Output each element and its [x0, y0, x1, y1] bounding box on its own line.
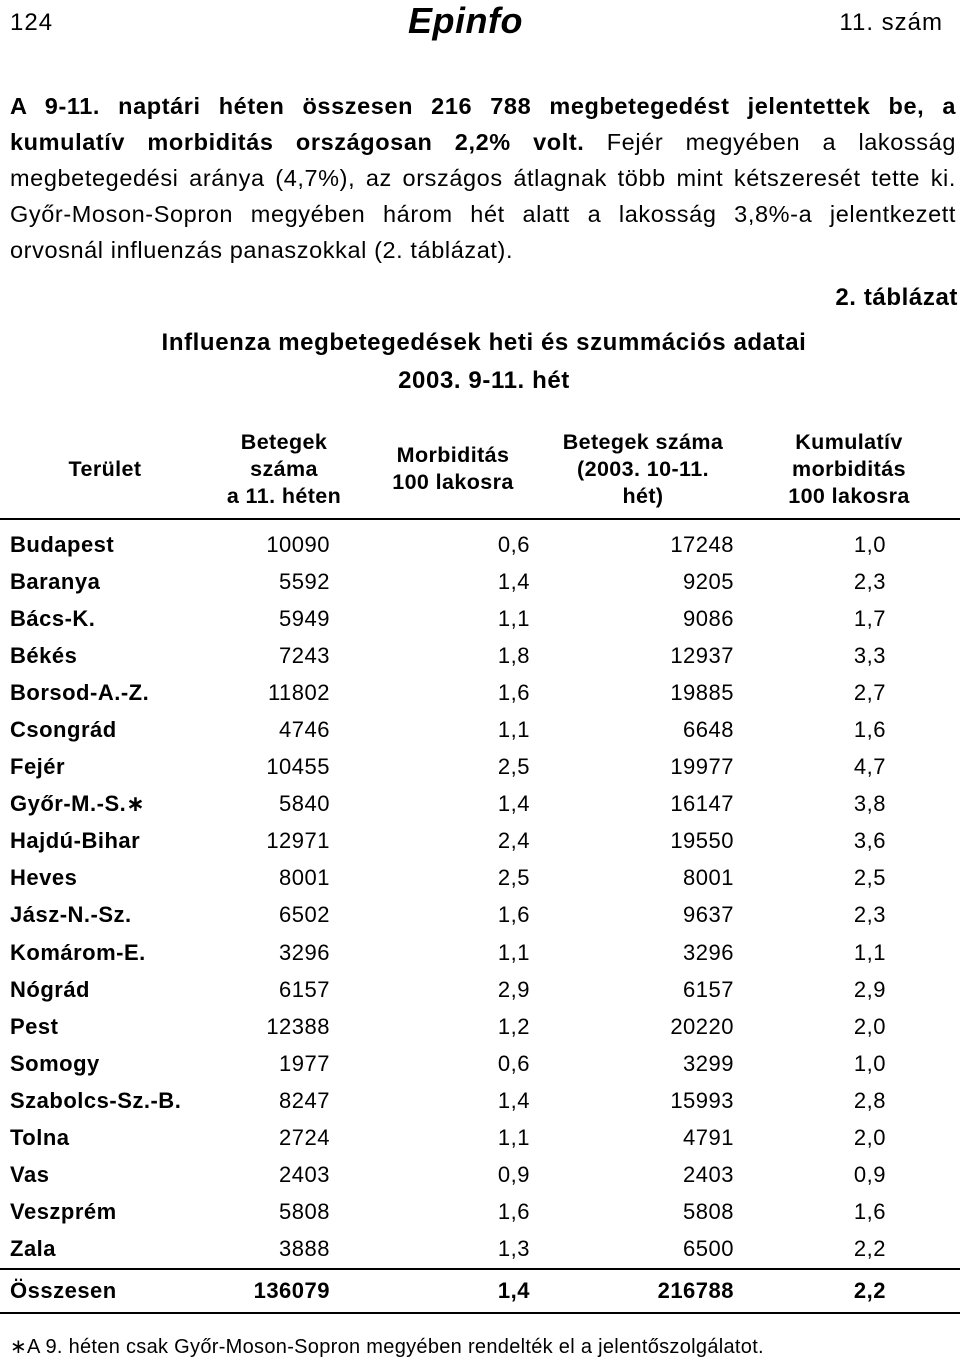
table-row — [0, 971, 960, 1008]
cases-weeks10-11-cell: 17248 — [670, 531, 734, 557]
morbidity-cell: 0,6 — [497, 1050, 530, 1076]
morbidity-cell: 1,6 — [497, 1199, 530, 1225]
table-row — [0, 1045, 960, 1082]
table-header-row — [0, 420, 960, 519]
total-cases-weeks10-11-cell: 216788 — [548, 1269, 738, 1313]
cases-weeks10-11-cell: 8001 — [683, 865, 734, 891]
morbidity-cell: 2,5 — [497, 754, 530, 780]
table-row — [0, 519, 960, 563]
region-cell: Somogy — [10, 1050, 100, 1076]
column-header-line: Betegek — [240, 429, 328, 454]
cumulative-morbidity-cell: 0,9 — [853, 1162, 886, 1188]
cumulative-morbidity-cell: 2,2 — [853, 1236, 886, 1262]
morbidity-cell: 1,4 — [497, 1087, 530, 1113]
table-row — [0, 711, 960, 748]
cases-week11-cell: 8247 — [279, 1087, 330, 1113]
cases-weeks10-11-cell: 19977 — [670, 754, 734, 780]
cases-week11-cell: 2403 — [279, 1162, 330, 1188]
cumulative-morbidity-cell: 3,8 — [853, 791, 886, 817]
morbidity-cell: 1,6 — [497, 679, 530, 705]
cumulative-morbidity-cell: 1,6 — [853, 1199, 886, 1225]
morbidity-cell: 1,1 — [497, 1125, 530, 1151]
cases-week11-cell: 5949 — [279, 605, 330, 631]
region-cell: Szabolcs-Sz.-B. — [10, 1087, 182, 1113]
cumulative-morbidity-cell: 2,3 — [853, 568, 886, 594]
table-subtitle: 2003. 9-11. hét — [398, 367, 570, 394]
table-row — [0, 637, 960, 674]
cumulative-morbidity-cell: 3,3 — [853, 642, 886, 668]
publication-logo: Epinfo — [408, 0, 523, 41]
cumulative-morbidity-cell: 1,0 — [853, 1050, 886, 1076]
cases-week11-cell: 12388 — [266, 1013, 330, 1039]
cases-weeks10-11-cell: 16147 — [670, 791, 734, 817]
cases-week11-cell: 5808 — [279, 1199, 330, 1225]
morbidity-cell: 1,6 — [497, 902, 530, 928]
issue-number: 11. szám — [839, 9, 943, 36]
cumulative-morbidity-cell: 1,6 — [853, 717, 886, 743]
total-cumulative-morbidity-cell: 2,2 — [738, 1269, 960, 1313]
table-label: 2. táblázat — [835, 284, 958, 311]
intro-paragraph — [10, 88, 956, 268]
table-caption — [0, 324, 960, 400]
table-row — [0, 674, 960, 711]
region-cell: Pest — [10, 1013, 59, 1039]
cases-week11-cell: 11802 — [267, 679, 330, 705]
column-header-line: morbiditás — [792, 456, 906, 481]
column-header-cases-weeks10-11 — [548, 420, 738, 519]
intro-text: Fejér megyében a lakosság megbetegedési aránya (4,7%), az országos átlagnak több mint kétszeresét tette ki. Győr-Moson-Sopron megyében három hét alatt a lakosság 3,8%-a jelentkezett orvosnál influenzás panaszokkal (2. táblázat). — [10, 129, 956, 263]
table-row — [0, 749, 960, 786]
cumulative-morbidity-cell: 2,0 — [853, 1013, 886, 1039]
cases-week11-cell: 4746 — [279, 717, 330, 743]
cumulative-morbidity-cell: 2,8 — [853, 1087, 886, 1113]
table-row — [0, 563, 960, 600]
cumulative-morbidity-cell: 1,7 — [853, 605, 886, 631]
cumulative-morbidity-cell: 2,7 — [853, 679, 886, 705]
morbidity-cell: 0,9 — [497, 1162, 530, 1188]
morbidity-cell: 2,5 — [497, 865, 530, 891]
cases-weeks10-11-cell: 9205 — [683, 568, 734, 594]
column-header-cumulative-morbidity — [738, 420, 960, 519]
table-title: Influenza megbetegedések heti és szummációs adatai — [161, 329, 807, 356]
region-cell: Csongrád — [10, 717, 117, 743]
table-row — [0, 934, 960, 971]
influenza-table — [0, 420, 960, 1314]
table-row — [0, 1120, 960, 1157]
cases-weeks10-11-cell: 5808 — [683, 1199, 734, 1225]
cases-weeks10-11-cell: 19550 — [670, 828, 734, 854]
cases-weeks10-11-cell: 15993 — [670, 1087, 734, 1113]
column-header-line: 100 lakosra — [788, 483, 910, 508]
cases-week11-cell: 5592 — [279, 568, 330, 594]
cumulative-morbidity-cell: 2,0 — [853, 1125, 886, 1151]
region-cell: Komárom-E. — [10, 939, 146, 965]
page-number: 124 — [10, 9, 54, 36]
table-total-row — [0, 1269, 960, 1313]
footnote: ∗A 9. héten csak Győr-Moson-Sopron megyében rendelték el a jelentőszolgálatot. — [10, 1336, 764, 1358]
morbidity-cell: 1,4 — [497, 568, 530, 594]
cases-weeks10-11-cell: 12937 — [670, 642, 734, 668]
table-row — [0, 1008, 960, 1045]
cases-weeks10-11-cell: 19885 — [670, 679, 734, 705]
cases-weeks10-11-cell: 6500 — [683, 1236, 734, 1262]
column-header-line: a 11. héten — [226, 483, 342, 508]
region-cell: Heves — [10, 865, 78, 891]
column-header-line: Terület — [68, 456, 142, 481]
region-cell: Tolna — [10, 1125, 70, 1151]
cases-weeks10-11-cell: 6157 — [683, 976, 734, 1002]
region-cell: Baranya — [10, 568, 101, 594]
column-header-line: Betegek száma — [562, 429, 724, 454]
cumulative-morbidity-cell: 2,9 — [853, 976, 886, 1002]
cases-weeks10-11-cell: 20220 — [670, 1013, 734, 1039]
column-header-line: száma — [250, 456, 318, 481]
region-cell: Győr-M.-S.∗ — [10, 791, 146, 817]
cases-weeks10-11-cell: 6648 — [683, 717, 734, 743]
cumulative-morbidity-cell: 3,6 — [853, 828, 886, 854]
column-header-line: Morbiditás — [396, 443, 510, 467]
region-cell: Békés — [10, 642, 78, 668]
cases-weeks10-11-cell: 2403 — [683, 1162, 734, 1188]
column-header-line: hét) — [622, 483, 664, 508]
cases-week11-cell: 8001 — [279, 865, 330, 891]
region-cell: Borsod-A.-Z. — [10, 679, 150, 705]
cases-weeks10-11-cell: 3299 — [683, 1050, 734, 1076]
cases-weeks10-11-cell: 4791 — [683, 1125, 734, 1151]
morbidity-cell: 1,1 — [497, 717, 530, 743]
cases-week11-cell: 6157 — [279, 976, 330, 1002]
region-cell: Bács-K. — [10, 605, 96, 631]
morbidity-cell: 2,9 — [497, 976, 530, 1002]
cases-week11-cell: 1977 — [279, 1050, 330, 1076]
region-cell: Hajdú-Bihar — [10, 828, 141, 854]
region-cell: Veszprém — [10, 1199, 117, 1225]
table-row — [0, 786, 960, 823]
column-header-line: 100 lakosra — [392, 470, 514, 494]
morbidity-cell: 0,6 — [497, 531, 530, 557]
region-cell: Budapest — [10, 531, 115, 557]
cases-weeks10-11-cell: 3296 — [683, 939, 734, 965]
table-row — [0, 1082, 960, 1119]
cases-week11-cell: 2724 — [279, 1125, 330, 1151]
region-cell: Zala — [10, 1236, 57, 1262]
table-row — [0, 897, 960, 934]
column-header-line: (2003. 10-11. — [577, 456, 709, 481]
table-row — [0, 860, 960, 897]
table-row — [0, 600, 960, 637]
column-header-morbidity — [358, 420, 548, 519]
region-cell: Fejér — [10, 754, 66, 780]
table-row — [0, 823, 960, 860]
cumulative-morbidity-cell: 1,1 — [853, 939, 886, 965]
cumulative-morbidity-cell: 4,7 — [853, 754, 886, 780]
morbidity-cell: 1,2 — [497, 1013, 530, 1039]
cases-week11-cell: 10455 — [266, 754, 330, 780]
morbidity-cell: 1,1 — [497, 939, 530, 965]
cases-weeks10-11-cell: 9086 — [683, 605, 734, 631]
cases-week11-cell: 6502 — [279, 902, 330, 928]
region-cell: Jász-N.-Sz. — [10, 902, 132, 928]
total-region-cell: Összesen — [0, 1269, 210, 1313]
morbidity-cell: 1,3 — [497, 1236, 530, 1262]
table-row — [0, 1231, 960, 1269]
cases-weeks10-11-cell: 9637 — [683, 902, 734, 928]
table-body — [0, 519, 960, 1313]
table-row — [0, 1194, 960, 1231]
cumulative-morbidity-cell: 2,5 — [853, 865, 886, 891]
cases-week11-cell: 5840 — [279, 791, 330, 817]
morbidity-cell: 1,4 — [497, 791, 530, 817]
total-morbidity-cell: 1,4 — [358, 1269, 548, 1313]
total-cases-week11-cell: 136079 — [210, 1269, 358, 1313]
cases-week11-cell: 10090 — [266, 531, 330, 557]
intro-bold-text: A 9-11. naptári héten összesen 216 788 megbetegedést jelentettek be, a kumulatív morbiditás országosan 2,2% volt. — [10, 93, 956, 155]
cases-week11-cell: 3296 — [279, 939, 330, 965]
cases-week11-cell: 12971 — [266, 828, 330, 854]
column-header-cases-week11 — [210, 420, 358, 519]
column-header-line: Kumulatív — [795, 429, 903, 454]
cases-week11-cell: 3888 — [279, 1236, 330, 1262]
morbidity-cell: 1,1 — [497, 605, 530, 631]
cases-week11-cell: 7243 — [279, 642, 330, 668]
table-row — [0, 1157, 960, 1194]
column-header-region — [0, 420, 210, 519]
cumulative-morbidity-cell: 2,3 — [853, 902, 886, 928]
region-cell: Vas — [10, 1162, 50, 1188]
region-cell: Nógrád — [10, 976, 90, 1002]
cumulative-morbidity-cell: 1,0 — [853, 531, 886, 557]
morbidity-cell: 2,4 — [497, 828, 530, 854]
morbidity-cell: 1,8 — [497, 642, 530, 668]
